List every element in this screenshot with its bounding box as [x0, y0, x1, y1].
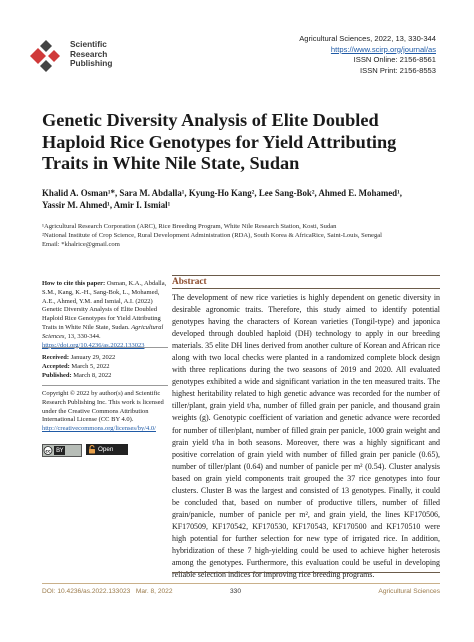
license-link[interactable]: http://creativecommons.org/licenses/by/4.0/ — [42, 425, 156, 433]
divider — [42, 347, 168, 348]
accepted-date — [42, 363, 168, 372]
issn-online: ISSN Online: 2156-8561 — [353, 55, 436, 65]
abstract-heading: Abstract — [172, 275, 440, 289]
cc-label: BY — [56, 447, 64, 454]
author-list — [42, 187, 442, 211]
issn-print: ISSN Print: 2156-8553 — [360, 65, 436, 75]
publisher-name-line: Research — [70, 48, 108, 59]
date-label: Published: — [42, 371, 72, 379]
journal-name-italic: Agricultural Sciences — [42, 323, 164, 340]
cc-by-badge[interactable] — [42, 444, 82, 457]
divider — [42, 385, 168, 386]
footer-doi-text: DOI: 10.4236/as.2022.133023 — [42, 588, 131, 595]
how-to-cite — [42, 280, 168, 350]
date-label: Received: — [42, 354, 70, 361]
copyright-text: Copyright © 2022 by author(s) and Scientific Research Publishing Inc. This work is licensed under the Creative Commons Attribution International License (CC BY 4.0). — [42, 390, 164, 424]
published-date — [42, 372, 168, 381]
publisher-name-line: Scientific — [70, 39, 107, 49]
date-value: January 29, 2022 — [69, 354, 116, 361]
received-date — [42, 354, 168, 363]
how-to-cite-label: How to cite this paper: — [42, 280, 106, 287]
footer-doi — [42, 588, 173, 595]
open-access-label: Open Access — [86, 446, 114, 464]
date-value: March 8, 2022 — [71, 371, 112, 379]
page-number: 330 — [230, 588, 242, 595]
affiliations — [42, 222, 452, 250]
abstract-body: The development of new rice varieties is highly dependent on genetic diversity in desirable agronomic traits. Therefore, this study aimed to identify potential genotypes having the characters of Korean varieties (Tongil-type) and japonica developed through doubled haploid (DH) technology to apply in our breeding materials. 35 elite DH lines derived from another culture of Korean and African rice along with two local checks were planted in a randomized complete block design with three replications during the two seasons of 2019 and 2020. All evaluated genotypes exhibited a wide and significant variation in the ten measured traits. The highest heritability related to high genetic advance was recorded for the number of tiller/plant, grain yield t/ha, number of filled grain per panicle, and thousand grain weights (g). Genotypic coefficient of variation and genetic advance were recorded for number of tiller/plant, number of filled grain per panicle, 1000 grain weight and grain yield t/ha in both seasons. Moreover, there was a highly significant and positive correlation of grain yield with number of filled grain per panicle (0.65), number of tiller/plant (0.64) and number of panicle per m² (0.54). Cluster analysis based on grain yield components trait grouped the 37 rice genotypes into four clusters. Cluster B was the largest and consisted of 13 genotypes. Finally, it could be concluded that, based on number of productive tillers, number of filled grain/panicle, number of panicle per m², and grain yield, the lines KF170506, KF170509, KF170542, KF170530, KF170543, KF170500 and KF170510 were high potential for further selection for new type of irrigated rice. In addition, hybridization of these 7 high-yielding could be used to achieve higher heterosis among the genotypes. Furthermore, this evaluation could be useful in developing reliable selection indices for improving rice breeding programs. — [172, 293, 440, 580]
author-line: Yassir M. Ahmed¹, Amir I. Ismial¹ — [42, 200, 171, 210]
copyright-notice — [42, 390, 168, 434]
author-line: Khalid A. Osman¹*, Sara M. Abdalla¹, Kyung-Ho Kang², Lee Sang-Bok², Ahmed E. Mohamed¹, — [42, 188, 402, 198]
cc-icon — [43, 446, 53, 455]
journal-url-link[interactable]: https://www.scirp.org/journal/as — [330, 44, 436, 54]
email: Email: *khalrice@gmail.com — [42, 241, 120, 249]
open-lock-icon — [88, 445, 96, 454]
paper-title: Genetic Diversity Analysis of Elite Doubled Haploid Rice Genotypes for Yield Attributing Traits in White Nile State, Sudan — [42, 110, 397, 174]
volume-pages: , 13, 330-344. — [64, 332, 101, 340]
footer-date: Mar. 8, 2022 — [135, 588, 173, 595]
open-access-badge[interactable] — [86, 444, 128, 464]
publisher-name-line: Publishing — [70, 58, 113, 69]
date-value: March 5, 2022 — [69, 362, 110, 370]
publisher-name — [70, 40, 150, 69]
date-label: Accepted: — [42, 362, 70, 370]
doi-link[interactable]: https://doi.org/10.4236/as.2022.133023 — [42, 341, 145, 349]
publication-dates — [42, 354, 168, 380]
affiliation: ²National Institute of Crop Science, Rural Development Administration (RDA), South Korea & AfricaRice, Saint-Louis, Senegal — [42, 232, 383, 240]
footer-divider — [42, 583, 440, 584]
how-to-cite-text: Osman, K.A., Abdalla, S.M., Kang, K.-H., Sang-Bok, L., Mohamed, A.E., Ahmed, Y.M. and Ismial, A.I. (2022) Genetic Diversity Analysis of Elite Doubled Haploid Rice Genotypes for Yield Attributing Traits in White Nile State, Sudan. — [42, 280, 167, 331]
journal-citation: Agricultural Sciences, 2022, 13, 330-344 — [299, 34, 436, 43]
svg-text:cc: cc — [45, 449, 51, 455]
journal-info — [216, 34, 436, 76]
footer-journal: Agricultural Sciences — [378, 588, 440, 595]
srp-logo-icon — [26, 38, 66, 74]
divider — [172, 572, 440, 573]
affiliation: ¹Agricultural Research Corporation (ARC), Rice Breeding Program, White Nile Research Station, Kosti, Sudan — [42, 223, 337, 230]
